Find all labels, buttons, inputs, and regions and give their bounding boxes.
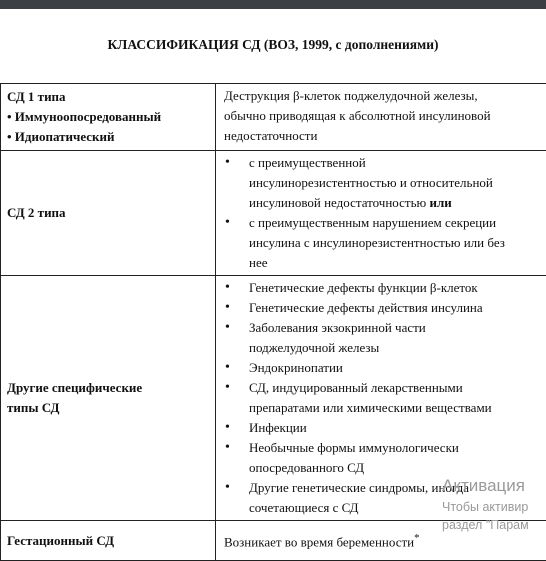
bullet-line: • Эндокринопатии [249, 358, 545, 378]
gestational-title: Гестационный СД [7, 533, 114, 548]
cell-type1-description [216, 84, 546, 151]
bullet-line: опосредованного СД [249, 458, 545, 478]
bullet-line: поджелудочной железы [249, 338, 545, 358]
cell-type1-label [1, 84, 216, 151]
type1-desc-line: недостаточности [224, 126, 545, 146]
list-item [224, 278, 545, 298]
bullet-line: • СД, индуцированный лекарственными [249, 378, 545, 398]
list-item [224, 378, 545, 418]
activation-watermark-line: раздел "Парам [442, 518, 529, 532]
bullet-line: нее [249, 253, 545, 273]
list-item [224, 213, 545, 273]
type1-subtype-immune: • Иммуноопосредованный [7, 107, 211, 127]
type1-desc-line: обычно приводящая к абсолютной инсулиновой [224, 106, 545, 126]
bullet-line: • Заболевания экзокринной части [249, 318, 545, 338]
table-row-type2 [1, 151, 546, 276]
bullet-line: • с преимущественной [249, 153, 545, 173]
cell-gestational-label [1, 521, 216, 561]
type1-subtype-idiopathic: • Идиопатический [7, 127, 211, 147]
bold-conjunction: или [429, 195, 451, 210]
cell-type2-label [1, 151, 216, 276]
type2-bullet-list [224, 151, 545, 275]
activation-watermark-title: Активация [442, 476, 525, 496]
bullet-line: • Необычные формы иммунологически [249, 438, 545, 458]
cell-type2-description [216, 151, 546, 276]
table-row-type1 [1, 84, 546, 151]
window-top-bar [0, 0, 546, 9]
bullet-line: • Другие генетические синдромы, иногда [249, 478, 545, 498]
bullet-line: • Инфекции [249, 418, 545, 438]
bullet-line: • Генетические дефекты действия инсулина [249, 298, 545, 318]
document-title: КЛАССИФИКАЦИЯ СД (ВОЗ, 1999, с дополнениями) [0, 36, 546, 54]
activation-watermark-line: Чтобы активир [442, 500, 528, 514]
bullet-line: инсулина с инсулинорезистентностью или без [249, 233, 545, 253]
list-item [224, 153, 545, 213]
type1-desc-line: Деструкция β-клеток поджелудочной железы, [224, 86, 545, 106]
footnote-marker: * [414, 532, 419, 544]
type2-title: СД 2 типа [7, 205, 66, 220]
cell-other-label [1, 276, 216, 521]
other-title-line: Другие специфические [7, 378, 211, 398]
bullet-line: сочетающиеся с СД [249, 498, 545, 518]
bullet-line: препаратами или химическими веществами [249, 398, 545, 418]
list-item [224, 418, 545, 438]
bullet-line: инсулинорезистентностью и относительной [249, 173, 545, 193]
bullet-line: • с преимущественным нарушением секреции [249, 213, 545, 233]
list-item [224, 438, 545, 478]
bullet-line-text: инсулиновой недостаточностью [249, 195, 426, 210]
list-item [224, 298, 545, 318]
list-item [224, 318, 545, 358]
other-title-line: типы СД [7, 398, 211, 418]
list-item [224, 358, 545, 378]
bullet-line [249, 193, 545, 213]
type1-title: СД 1 типа [7, 87, 211, 107]
bullet-line: • Генетические дефекты функции β-клеток [249, 278, 545, 298]
gestational-desc: Возникает во время беременности [224, 535, 414, 550]
